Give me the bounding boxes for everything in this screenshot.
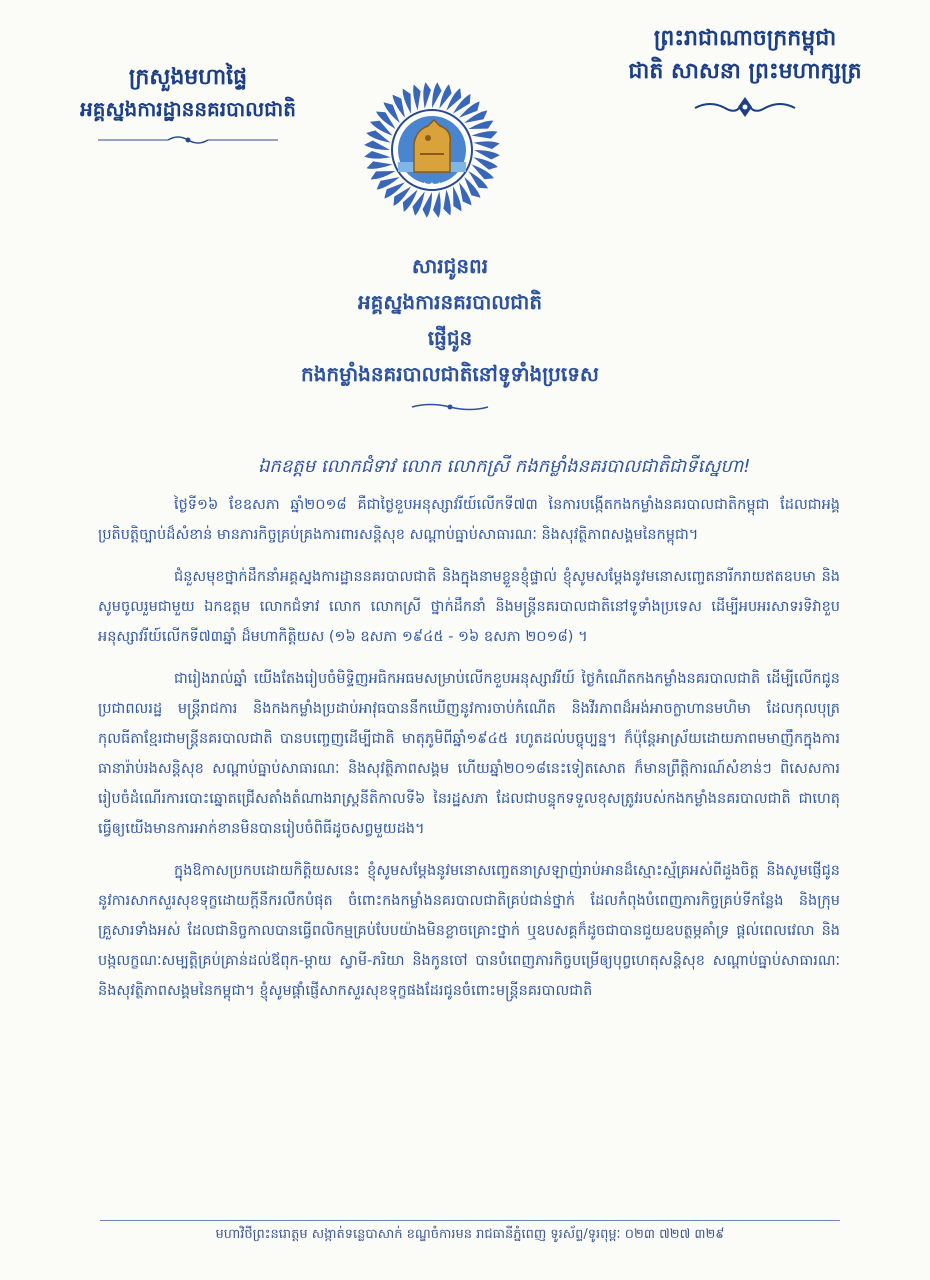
emblem-ray — [423, 82, 431, 108]
title-ornament-icon — [410, 400, 490, 414]
title-line-1: សារជូនពរ — [411, 254, 489, 278]
emblem-ray — [474, 150, 500, 160]
title-line-3: ផ្ញើជូន — [427, 326, 473, 350]
emblem-ray — [473, 141, 499, 149]
body-paragraph: ជារៀងរាល់ឆ្នាំ យើងតែងរៀបចំមិទ្ទិញអធិកអធមសម្រាប់លើកខួបអនុស្សាវរីយ៍ ថ្ងៃកំណើតកងកម្លាំងនគរបាលជាតិ ដើម្បីលើកជូនប្រជាពលរដ្ឋ មន្ត្រីរាជការ និងកងកម្លាំងប្រដាប់អាវុធបាននឹកឃើញនូវការចាប់កំណើត និងវីរភាពដ៏អង់អាចក្លាហានមហិមា ដែលកុលបុត្រ កុលធីតាខ្មែរជាមន្ត្រីនគរបាលជាតិ បានបញ្ចេញដើម្បីជាតិ មាតុភូមិពីឆ្នាំ១៩៤៥ រហូតដល់បច្ចុប្បន្ន។ ក៏ប៉ុន្តែអាស្រ័យដោយភាពមមាញឹកក្នុងការធានារ៉ាប់រងសន្តិសុខ សណ្តាប់ធ្នាប់សាធារណៈ និងសុវត្ថិភាពសង្គម ហើយឆ្នាំ២០១៨នេះទៀតសោត ក៏មានព្រឹត្តិការណ៍សំខាន់ៗ ពិសេសការរៀបចំដំណើរការបោះឆ្នោតជ្រើសតាំងតំណាងរាស្ត្រនីតិកាលទី៦ នៃរដ្ឋសភា ដែលជាបន្ទុកទទួលខុសត្រូវរបស់កងកម្លាំងនគរបាលជាតិ ជាហេតុធ្វើឲ្យយើងមានការអាក់ខានមិនបានរៀបចំពិធីដូចសព្វមួយដង។ — [98, 671, 840, 837]
national-motto: ជាតិ សាសនា ព្រះមហាក្សត្រ — [628, 59, 862, 84]
body-paragraph: ជំនួសមុខថ្នាក់ដឹកនាំអគ្គស្នងការដ្ឋាននគរបាលជាតិ និងក្នុងនាមខ្លួនខ្ញុំផ្ទាល់ ខ្ញុំសូមសម្តែងនូវមនោសញ្ចេតនារីករាយឥតឧបមា និងសូមចូលរួមជាមួយ ឯកឧត្តម លោកជំទាវ លោក លោកស្រី ថ្នាក់ដឹកនាំ និងមន្ត្រីនគរបាលជាតិនៅទូទាំងប្រទេស ដើម្បីអបអរសាទរទិវាខួបអនុស្សាវរីយ៍លើកទី៧៣ឆ្នាំ ដ៏មហាកិត្តិយស (១៦ ឧសភា ១៩៤៥ - ១៦ ឧសភា ២០១៨) ។ — [98, 569, 840, 645]
emblem-ray — [443, 190, 450, 216]
right-ornament-icon — [690, 94, 800, 120]
kingdom-name: ព្រះរាជាណាចក្រកម្ពុជា — [653, 26, 837, 51]
emblem-ray — [364, 151, 390, 159]
emblem-ray — [472, 131, 498, 138]
emblem-ray — [364, 141, 390, 151]
emblem-ray — [413, 85, 420, 111]
body-paragraph: ថ្ងៃទី១៦ ខែឧសភា ឆ្នាំ២០១៨ គឺជាថ្ងៃខួបអនុស្សាវរីយ៍លើកទី៧៣ នៃការបង្កើតកងកម្លាំងនគរបាលជាតិកម្ពុជា ដែលជាអង្គប្រតិបត្តិច្បាប់ដ៏សំខាន់ មានភារកិច្ចគ្រប់គ្រងការពារសន្តិសុខ សណ្តាប់ធ្នាប់សាធារណៈ និងសុវត្ថិភាពសង្គមនៃកម្ពុជា។ — [98, 497, 840, 543]
police-emblem-icon — [362, 80, 502, 220]
ministry-header — [58, 62, 318, 150]
title-line-4: កងកម្លាំងនគរបាលជាតិនៅទូទាំងប្រទេស — [301, 362, 599, 386]
kingdom-header — [590, 22, 900, 124]
emblem-ray — [423, 192, 433, 218]
ministry-name: ក្រសួងមហាផ្ទៃ — [128, 65, 248, 90]
letter-title — [200, 248, 700, 418]
emblem-ray — [367, 161, 393, 168]
emblem-ray — [468, 121, 493, 129]
emblem-ray — [433, 191, 441, 217]
body-paragraph: ក្នុងឱកាសប្រកបដោយកិត្តិយសនេះ ខ្ញុំសូមសម្តែងនូវមនោសញ្ចេតនាស្រឡាញ់រាប់អានដ៏ស្មោះស្ម័គ្រអស់ពីដួងចិត្ត និងសូមផ្ញើជូននូវការសាកសួរសុខទុក្ខដោយក្តីនឹករលឹកបំផុត ចំពោះកងកម្លាំងនគរបាលជាតិគ្រប់ជាន់ថ្នាក់ ដែលកំពុងបំពេញភារកិច្ចគ្រប់ទីកន្លែង និងក្រុមគ្រួសារទាំងអស់ ដែលជានិច្ចកាលបានធ្វើពលិកម្មគ្រប់បែបយ៉ាងមិនខ្លាចគ្រោះថ្នាក់ ឬឧបសគ្គក៏ដូចជាបានជួយឧបត្ថម្ភគាំទ្រ ផ្តល់ពេលវេលា និងបង្កលក្ខណៈសម្បត្តិគ្រប់គ្រាន់ដល់ឪពុក-ម្តាយ ស្វាមី-ភរិយា និងកូនចៅ បានបំពេញភារកិច្ចបម្រើឲ្យបុព្វហេតុសន្តិសុខ សណ្តាប់ធ្នាប់សាធារណៈ និងសុវត្ថិភាពសង្គមនៃកម្ពុជា។ ខ្ញុំសូមផ្តាំផ្ញើសាកសួរសុខទុក្ខផងដែរជូនចំពោះមន្ត្រីនគរបាលជាតិ — [98, 863, 840, 999]
emblem-ray — [432, 82, 442, 108]
department-name: អគ្គស្នងការដ្ឋាននគរបាលជាតិ — [80, 97, 296, 121]
title-line-2: អគ្គស្នងការនគរបាលជាតិ — [357, 290, 543, 314]
left-ornament-icon — [98, 134, 278, 146]
footer-divider — [100, 1220, 840, 1221]
emblem-ray — [453, 186, 461, 211]
svg-text:★ ★ ★: ★ ★ ★ — [422, 181, 442, 188]
emblem-ray — [371, 171, 396, 179]
letter-body — [98, 490, 840, 1018]
footer-address: មហាវិថីព្រះនរោត្តម សង្កាត់ទន្លេបាសាក់ ខណ្ឌចំការមន រាជធានីភ្នំពេញ ទូរស័ព្ទ/ទូរពុម្ពៈ ០២៣ ៧២៧ ៣២៩ — [215, 1227, 725, 1242]
emblem-ray — [403, 89, 411, 114]
greeting-line: ឯកឧត្តម លោកជំទាវ លោក លោកស្រី កងកម្លាំងនគរបាលជាតិជាទីស្នេហា! — [258, 456, 751, 477]
